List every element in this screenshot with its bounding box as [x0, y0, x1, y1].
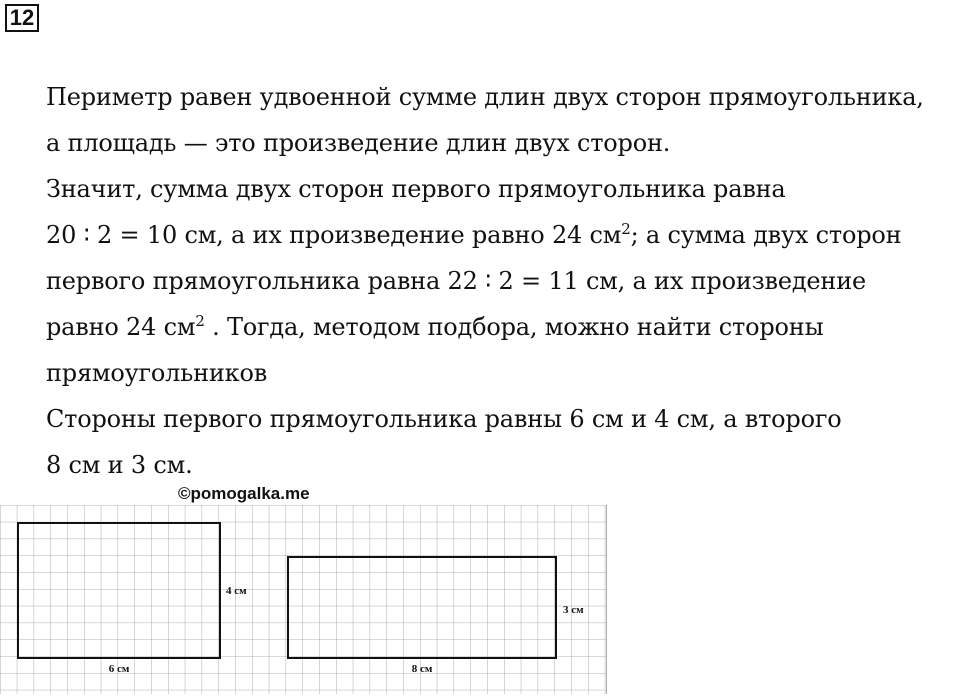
solution-line-4	[46, 212, 956, 258]
figure	[0, 505, 608, 698]
grid-paper	[0, 505, 607, 694]
rect1-height-label: 4 см	[226, 585, 247, 597]
solution-line-6-part-b: . Тогда, методом подбора, можно найти стороны	[204, 313, 824, 341]
square-exponent: 2	[621, 220, 631, 238]
solution-line-6-part-a: равно 24 см	[46, 313, 196, 341]
watermark: ©pomogalka.me	[178, 484, 310, 503]
rect1-width-label: 6 см	[108, 663, 130, 675]
solution-line-1: Периметр равен удвоенной сумме длин двух сторон прямоугольника,	[46, 83, 924, 111]
solution-line-4-part-b: ; а сумма двух сторон	[630, 221, 902, 249]
solution-line-2: а площадь — это произведение длин двух сторон.	[46, 129, 671, 157]
rect2-width-label: 8 см	[411, 663, 433, 675]
rect2-height-label: 3 см	[563, 604, 584, 616]
task-number: 12	[5, 4, 39, 32]
solution-text	[46, 74, 956, 488]
square-exponent: 2	[195, 312, 205, 330]
solution-line-8: Стороны первого прямоугольника равны 6 см и 4 см, а второго	[46, 405, 842, 433]
solution-line-5: первого прямоугольника равна 22 ∶ 2 = 11 см, а их произведение	[46, 267, 866, 295]
solution-line-6	[46, 304, 956, 350]
solution-line-3: Значит, сумма двух сторон первого прямоугольника равна	[46, 175, 786, 203]
solution-line-9: 8 см и 3 см.	[46, 451, 193, 479]
grid-figure	[0, 505, 608, 694]
solution-line-7: прямоугольников	[46, 359, 268, 387]
solution-line-4-part-a: 20 ∶ 2 = 10 см, а их произведение равно 24 см	[46, 221, 622, 249]
